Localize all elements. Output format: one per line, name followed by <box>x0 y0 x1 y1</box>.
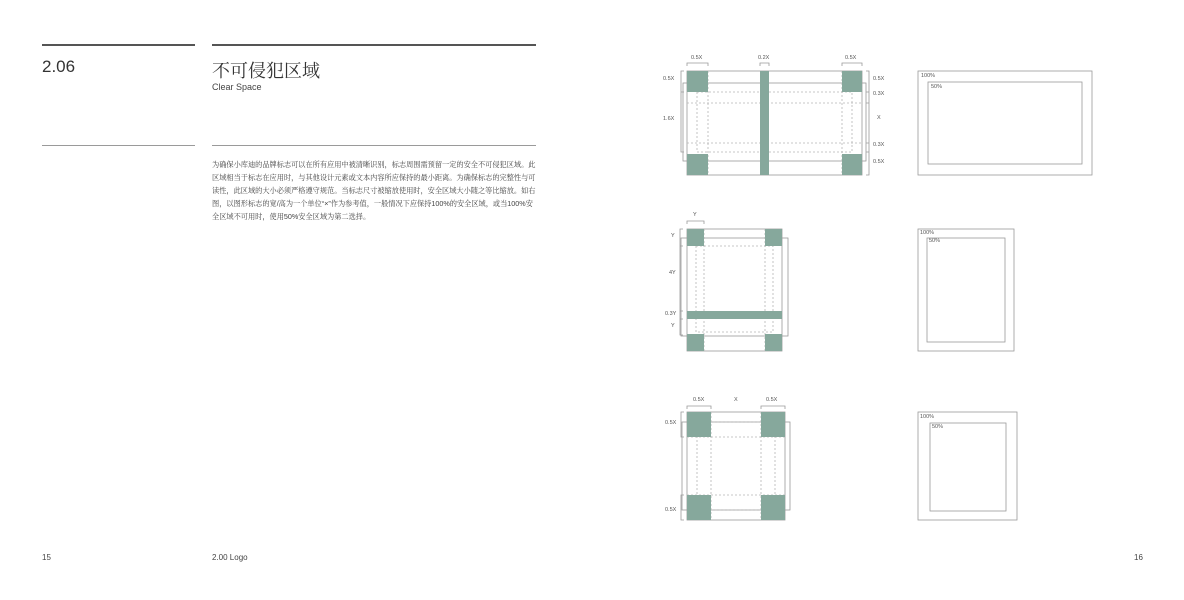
diagram1-corner-tr <box>842 71 862 92</box>
diagram1-corner-br <box>842 154 862 175</box>
section-subtitle: Clear Space <box>212 82 262 92</box>
d2-label-left-2: 4Y <box>669 270 676 276</box>
diagram3-corner-tl <box>687 412 711 437</box>
diagram3-corner-br <box>761 495 785 520</box>
diagram2-corner-tr <box>765 229 782 246</box>
diagram2-corner-tl <box>687 229 704 246</box>
diagram2-box-100 <box>918 229 1014 351</box>
diagram2-cross-bar <box>687 311 782 319</box>
chapter-label: 2.00 Logo <box>212 553 248 562</box>
d1-box-50-label: 50% <box>931 84 943 90</box>
d3-box-100-label: 100% <box>920 414 935 420</box>
d3-label-left-bottom: 0.5X <box>665 507 677 513</box>
d1-label-left-mid: 1.6X <box>663 116 675 122</box>
diagram2-corner-bl <box>687 334 704 351</box>
diagram2-corner-br <box>765 334 782 351</box>
d2-box-50-label: 50% <box>929 238 941 244</box>
d1-label-top-right: 0.5X <box>845 55 857 61</box>
diagram1-center-bar <box>760 71 769 175</box>
diagram1-corner-tl <box>687 71 708 92</box>
diagram1-box-50 <box>928 82 1082 164</box>
d2-label-left-1: Y <box>671 233 675 239</box>
page-number-left: 15 <box>42 553 51 562</box>
diagram3-corner-bl <box>687 495 711 520</box>
d2-label-left-4: Y <box>671 323 675 329</box>
section-number: 2.06 <box>42 57 76 76</box>
d1-label-right-2: 0.3X <box>873 91 885 97</box>
d1-label-top-left: 0.5X <box>691 55 703 61</box>
diagram3-corner-tr <box>761 412 785 437</box>
diagram2-box-50 <box>927 238 1005 342</box>
d1-label-left-top: 0.5X <box>663 76 675 82</box>
section-title: 不可侵犯区域 <box>212 61 320 81</box>
d3-label-top-mid: X <box>734 397 738 403</box>
d1-label-right-1: 0.5X <box>873 76 885 82</box>
d2-label-top: Y <box>693 212 697 218</box>
d2-box-100-label: 100% <box>920 230 935 236</box>
d1-label-top-mid: 0.2X <box>758 55 770 61</box>
d3-box-50-label: 50% <box>932 424 944 430</box>
d3-label-left-top: 0.5X <box>665 420 677 426</box>
page-number-right: 16 <box>1134 553 1143 562</box>
d1-label-right-3: X <box>877 115 881 121</box>
d3-label-top-left: 0.5X <box>693 397 705 403</box>
diagram1-corner-bl <box>687 154 708 175</box>
d1-box-100-label: 100% <box>921 73 936 79</box>
d1-label-right-5: 0.5X <box>873 159 885 165</box>
diagram1-box-100 <box>918 71 1092 175</box>
d2-label-left-3: 0.3Y <box>665 311 677 317</box>
diagram3-box-50 <box>930 423 1006 511</box>
body-paragraph: 为确保小库迪的品牌标志可以在所有应用中被清晰识别，标志周围需预留一定的安全不可侵犯区域。此区域相当于标志在应用时，与其他设计元素或文本内容所应保持的最小距离。为确保标志的完整性与可读性，此区域的大小必须严格遵守规范。当标志尺寸被缩放使用时，安全区域大小随之等比缩放。如右图，以图形标志的宽/高为一个单位“×”作为参考值，一般情况下应保持100%的安全区域，或当100%安全区域不可用时，使用50%安全区域为第二选择。 <box>212 160 536 221</box>
d3-label-top-right: 0.5X <box>766 397 778 403</box>
diagram1-logo-grid <box>681 63 869 175</box>
d1-label-right-4: 0.3X <box>873 142 885 148</box>
